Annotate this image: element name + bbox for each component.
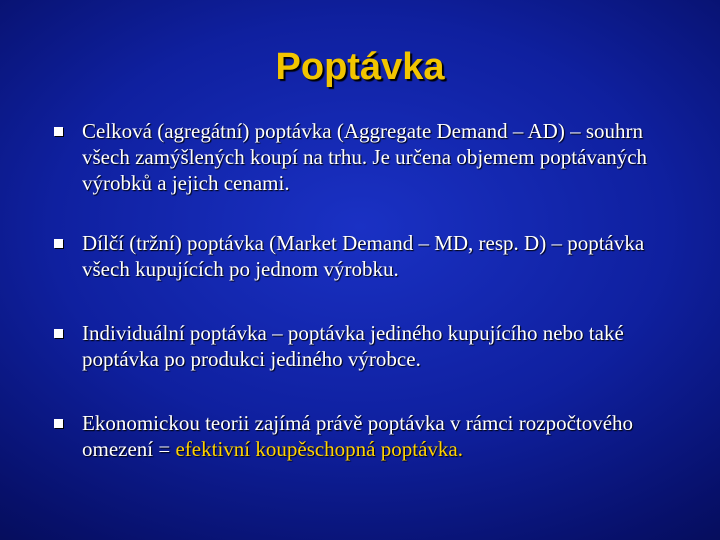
slide-title: Poptávka bbox=[275, 46, 445, 88]
bullet-text: Individuální poptávka – poptávka jediného kupujícího nebo také poptávka po produkci jediného výrobce. bbox=[82, 321, 624, 371]
square-bullet-icon bbox=[54, 239, 63, 248]
bullet-text: Dílčí (tržní) poptávka (Market Demand – MD, resp. D) – poptávka všech kupujících po jednom výrobku. bbox=[82, 231, 645, 281]
bullet-text bbox=[82, 410, 674, 462]
square-bullet-icon bbox=[54, 329, 63, 338]
square-bullet-icon bbox=[54, 419, 63, 428]
square-bullet-icon bbox=[54, 127, 63, 136]
bullet-text-main: Ekonomickou teorii zajímá právě poptávka v rámci rozpočtového omezení = bbox=[82, 411, 634, 461]
bullet-highlight-effective-demand: efektivní koupěschopná poptávka. bbox=[175, 437, 463, 461]
bullet-text: Celková (agregátní) poptávka (Aggregate Demand – AD) – souhrn všech zamýšlených koupí na trhu. Je určena objemem poptávaných výrobků a jejich cenami. bbox=[82, 119, 648, 195]
